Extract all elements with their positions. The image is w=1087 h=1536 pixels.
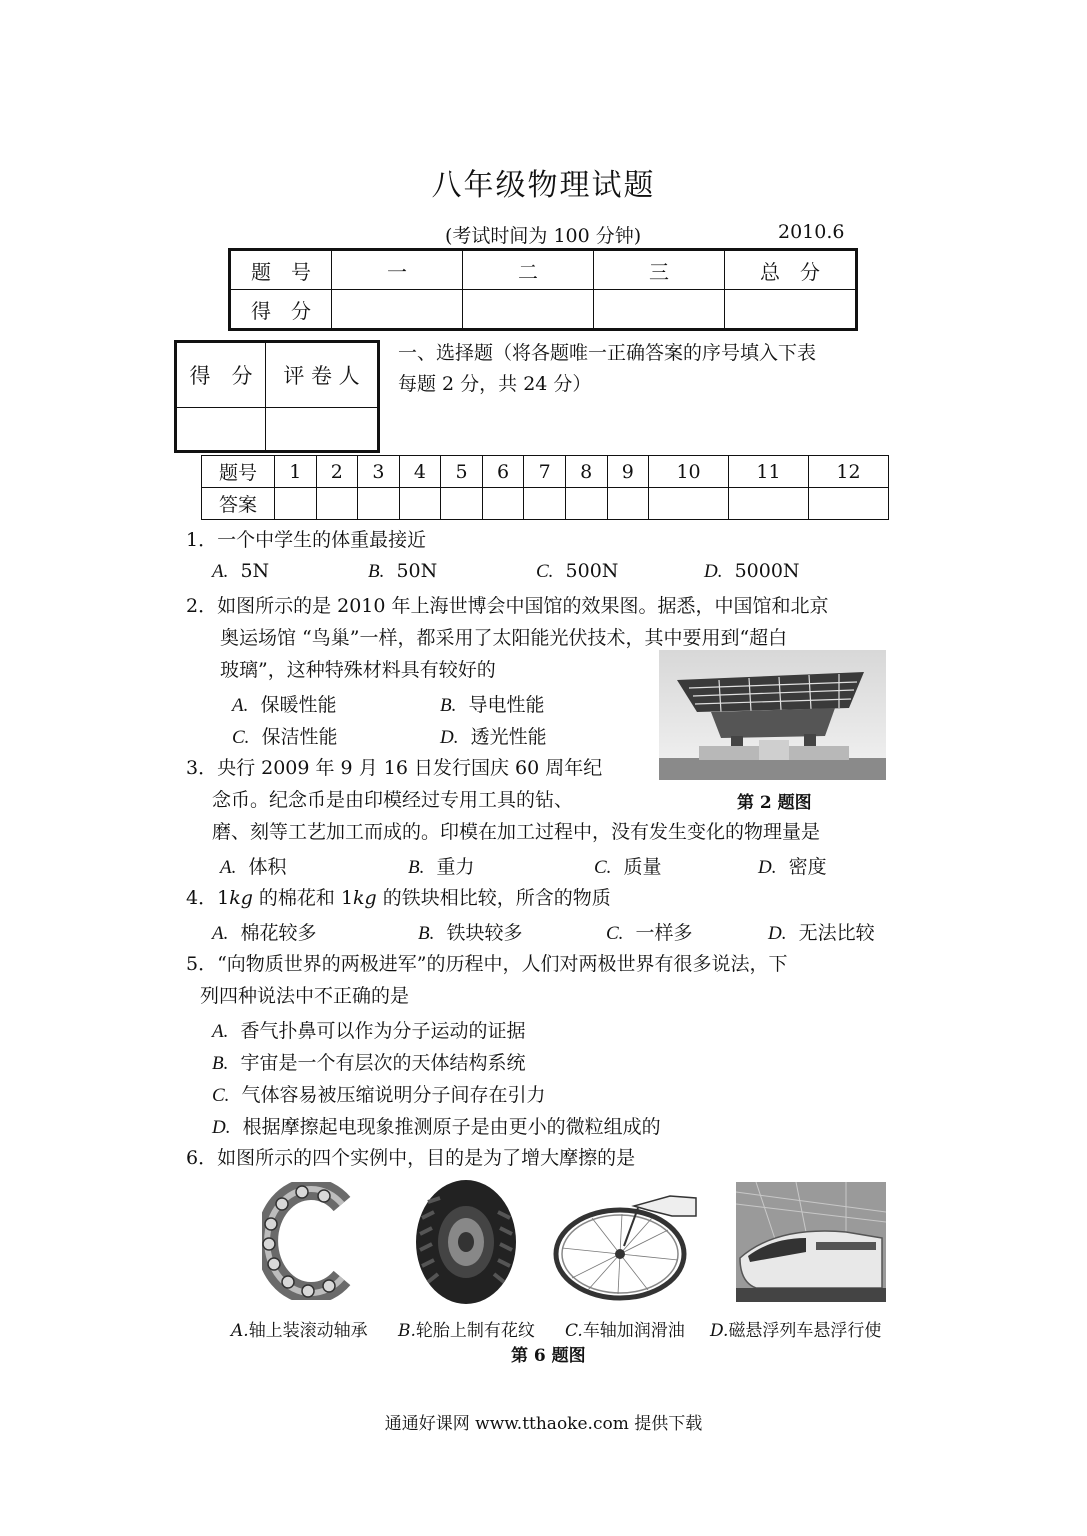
score-input-cell[interactable]: [332, 290, 463, 330]
answer-cell[interactable]: [729, 488, 809, 520]
grader-name-label: 评 卷 人: [266, 342, 379, 408]
q1-option-d[interactable]: D. 5000N: [704, 560, 800, 582]
q4-option-c[interactable]: C. 一样多: [606, 922, 693, 944]
q3-option-b[interactable]: B. 重力: [408, 856, 475, 878]
question-6-stem: 6．如图所示的四个实例中，目的是为了增大摩擦的是: [186, 1147, 636, 1169]
question-number: 7: [524, 456, 566, 488]
answer-cell[interactable]: [524, 488, 566, 520]
q1-option-a[interactable]: A. 5N: [212, 560, 270, 582]
answer-cell[interactable]: [441, 488, 483, 520]
question-number: 4: [399, 456, 441, 488]
figure-6-caption: 第 6 题图: [511, 1346, 586, 1366]
score-cell: 一: [332, 250, 463, 290]
answer-cell[interactable]: [358, 488, 400, 520]
answer-cell[interactable]: [808, 488, 888, 520]
grader-score-label: 得 分: [176, 342, 266, 408]
question-number: 1: [275, 456, 317, 488]
grader-name-cell[interactable]: [266, 408, 379, 452]
grader-score-cell[interactable]: [176, 408, 266, 452]
ball-bearing-image: [262, 1182, 354, 1300]
q3-option-d[interactable]: D. 密度: [758, 856, 827, 878]
score-input-cell[interactable]: [725, 290, 857, 330]
question-number: 2: [316, 456, 358, 488]
score-table: [228, 248, 858, 331]
score-table-header-row: [230, 250, 857, 290]
question-3-line: 磨、刻等工艺加工而成的。印模在加工过程中，没有发生变化的物理量是: [212, 821, 821, 843]
exam-date: 2010.6: [778, 221, 845, 243]
q5-option-a[interactable]: A. 香气扑鼻可以作为分子运动的证据: [212, 1020, 526, 1042]
q6-option-b[interactable]: B.轮胎上制有花纹: [398, 1321, 535, 1341]
question-number: 12: [808, 456, 888, 488]
score-cell: 二: [463, 250, 594, 290]
score-table-score-row: [230, 290, 857, 330]
answer-cell[interactable]: [316, 488, 358, 520]
answer-table-label: 题号: [202, 456, 275, 488]
page-title: 八年级物理试题: [431, 168, 656, 203]
answer-table-answer-row: [202, 488, 889, 520]
question-2-line: 奥运场馆 “鸟巢”一样，都采用了太阳能光伏技术，其中要用到“超白: [220, 627, 788, 649]
q6-option-a[interactable]: A.轴上装滚动轴承: [231, 1321, 368, 1341]
answer-cell[interactable]: [565, 488, 607, 520]
q5-option-d[interactable]: D. 根据摩擦起电现象推测原子是由更小的微粒组成的: [212, 1116, 661, 1138]
question-4-stem: 4．1kg 的棉花和 1kg 的铁块相比较，所含的物质: [186, 887, 611, 909]
q1-option-c[interactable]: C. 500N: [536, 560, 619, 582]
q2-option-b[interactable]: B. 导电性能: [440, 694, 545, 716]
answer-cell[interactable]: [399, 488, 441, 520]
maglev-train-image: [736, 1182, 886, 1302]
question-5-line: 5．“向物质世界的两极进军”的历程中，人们对两极世界有很多说法，下: [186, 953, 788, 975]
section-1-heading: [398, 338, 918, 400]
question-3-line: 念币。纪念币是由印模经过专用工具的钻、: [212, 789, 574, 811]
china-pavilion-image: [659, 650, 886, 780]
question-3-line: 3．央行 2009 年 9 月 16 日发行国庆 60 周年纪: [186, 757, 603, 779]
question-number: 8: [565, 456, 607, 488]
answer-table-label: 答案: [202, 488, 275, 520]
q5-option-c[interactable]: C. 气体容易被压缩说明分子间存在引力: [212, 1084, 546, 1106]
score-input-cell[interactable]: [463, 290, 594, 330]
question-number: 10: [649, 456, 729, 488]
q6-option-c[interactable]: C.车轴加润滑油: [565, 1321, 685, 1341]
answer-cell[interactable]: [482, 488, 524, 520]
question-5-line: 列四种说法中不正确的是: [200, 985, 410, 1007]
score-cell: 总 分: [725, 250, 857, 290]
q3-option-a[interactable]: A. 体积: [220, 856, 287, 878]
q4-option-d[interactable]: D. 无法比较: [768, 922, 875, 944]
score-input-cell[interactable]: [594, 290, 725, 330]
bicycle-wheel-oiling-image: [552, 1188, 698, 1304]
question-number: 3: [358, 456, 400, 488]
answer-cell[interactable]: [275, 488, 317, 520]
answer-cell[interactable]: [649, 488, 729, 520]
question-2-line: 玻璃”，这种特殊材料具有较好的: [220, 659, 496, 681]
section-1-line: 每题 2 分，共 24 分）: [398, 373, 592, 395]
answer-cell[interactable]: [607, 488, 649, 520]
question-number: 11: [729, 456, 809, 488]
score-cell: 题 号: [230, 250, 332, 290]
question-2-line: 2．如图所示的是 2010 年上海世博会中国馆的效果图。据悉，中国馆和北京: [186, 595, 829, 617]
q6-option-d[interactable]: D.磁悬浮列车悬浮行使: [710, 1321, 882, 1341]
answer-table-number-row: [202, 456, 889, 488]
q3-option-c[interactable]: C. 质量: [594, 856, 662, 878]
q1-option-b[interactable]: B. 50N: [368, 560, 438, 582]
question-1-stem: 1．一个中学生的体重最接近: [186, 529, 427, 551]
question-number: 9: [607, 456, 649, 488]
q5-option-b[interactable]: B. 宇宙是一个有层次的天体结构系统: [212, 1052, 526, 1074]
q4-option-b[interactable]: B. 铁块较多: [418, 922, 523, 944]
exam-duration: (考试时间为 100 分钟): [445, 225, 642, 247]
tire-image: [414, 1178, 518, 1306]
question-number: 5: [441, 456, 483, 488]
page-footer: 通通好课网 www.tthaoke.com 提供下载: [384, 1414, 703, 1434]
question-number: 6: [482, 456, 524, 488]
q2-option-c[interactable]: C. 保洁性能: [232, 726, 338, 748]
score-cell: 三: [594, 250, 725, 290]
q2-option-a[interactable]: A. 保暖性能: [232, 694, 337, 716]
score-cell: 得 分: [230, 290, 332, 330]
figure-2-caption: 第 2 题图: [737, 793, 812, 813]
q2-option-d[interactable]: D. 透光性能: [440, 726, 547, 748]
section-1-line: 一、选择题（将各题唯一正确答案的序号填入下表: [398, 342, 817, 364]
q4-option-a[interactable]: A. 棉花较多: [212, 922, 317, 944]
answer-table: [201, 455, 889, 520]
grader-box: [174, 340, 380, 453]
